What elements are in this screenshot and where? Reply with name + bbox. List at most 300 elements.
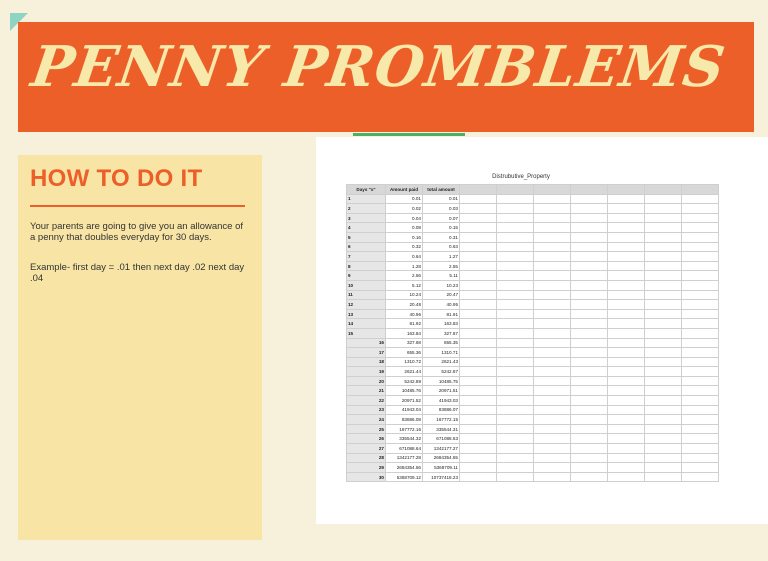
empty-cell <box>645 300 682 310</box>
empty-cell <box>608 434 645 444</box>
empty-cell <box>497 252 534 262</box>
day-cell: 11 <box>347 290 386 300</box>
empty-cell <box>682 424 719 434</box>
amount-paid-cell: 1342177.28 <box>386 453 423 463</box>
amount-paid-cell: 0.64 <box>386 252 423 262</box>
amount-paid-cell: 1.28 <box>386 261 423 271</box>
total-amount-cell: 0.63 <box>423 242 460 252</box>
table-row <box>347 386 719 396</box>
empty-cell <box>460 232 497 242</box>
empty-cell <box>608 290 645 300</box>
empty-cell <box>682 348 719 358</box>
empty-cell <box>497 357 534 367</box>
day-cell: 14 <box>347 319 386 329</box>
empty-cell <box>682 213 719 223</box>
table-row <box>347 271 719 281</box>
empty-cell <box>608 405 645 415</box>
table-row <box>347 415 719 425</box>
empty-cell <box>534 434 571 444</box>
day-cell: 20 <box>347 376 386 386</box>
empty-cell <box>682 300 719 310</box>
total-amount-cell: 10485.75 <box>423 376 460 386</box>
empty-cell <box>682 415 719 425</box>
spreadsheet-table <box>346 184 719 482</box>
empty-cell <box>608 348 645 358</box>
empty-cell <box>608 194 645 204</box>
heading-divider <box>30 205 245 207</box>
empty-cell <box>608 338 645 348</box>
empty-cell <box>645 290 682 300</box>
empty-cell <box>571 204 608 214</box>
empty-cell <box>682 463 719 473</box>
empty-cell <box>608 223 645 233</box>
table-row <box>347 396 719 406</box>
empty-cell <box>608 357 645 367</box>
empty-cell <box>460 396 497 406</box>
empty-cell <box>682 280 719 290</box>
empty-cell <box>682 405 719 415</box>
empty-cell <box>460 309 497 319</box>
empty-cell <box>460 213 497 223</box>
empty-cell <box>571 261 608 271</box>
empty-cell <box>534 386 571 396</box>
day-cell: 24 <box>347 415 386 425</box>
empty-cell <box>571 252 608 262</box>
amount-paid-cell: 5368709.12 <box>386 472 423 482</box>
empty-cell <box>534 338 571 348</box>
title-banner <box>18 22 754 132</box>
empty-cell <box>608 204 645 214</box>
total-amount-cell: 81.91 <box>423 309 460 319</box>
table-row <box>347 280 719 290</box>
empty-cell <box>534 396 571 406</box>
empty-cell <box>497 194 534 204</box>
empty-cell <box>460 290 497 300</box>
empty-cell <box>682 434 719 444</box>
empty-cell <box>608 309 645 319</box>
total-amount-cell: 1.27 <box>423 252 460 262</box>
day-cell: 3 <box>347 213 386 223</box>
empty-cell <box>608 280 645 290</box>
empty-cell <box>645 396 682 406</box>
empty-cell <box>645 463 682 473</box>
empty-cell <box>571 280 608 290</box>
empty-cell <box>497 338 534 348</box>
amount-paid-cell: 83886.08 <box>386 415 423 425</box>
empty-cell <box>571 434 608 444</box>
empty-cell <box>497 261 534 271</box>
total-amount-cell: 1342177.27 <box>423 444 460 454</box>
empty-cell <box>571 232 608 242</box>
empty-cell <box>608 232 645 242</box>
empty-cell <box>682 444 719 454</box>
empty-cell <box>571 405 608 415</box>
empty-cell <box>460 271 497 281</box>
amount-paid-cell: 163.84 <box>386 328 423 338</box>
empty-cell <box>608 396 645 406</box>
empty-cell <box>460 367 497 377</box>
empty-cell <box>460 434 497 444</box>
empty-cell <box>608 213 645 223</box>
empty-cell <box>645 453 682 463</box>
spreadsheet-image <box>316 137 768 524</box>
empty-cell <box>645 261 682 271</box>
empty-cell <box>534 232 571 242</box>
empty-cell <box>571 290 608 300</box>
table-row <box>347 232 719 242</box>
empty-cell <box>460 357 497 367</box>
empty-cell <box>608 242 645 252</box>
example-text: Example- first day = .01 then next day .02 next day .04 <box>30 262 245 284</box>
panel-heading: HOW TO DO IT <box>30 165 203 192</box>
empty-cell <box>571 194 608 204</box>
empty-cell <box>645 472 682 482</box>
empty-cell <box>608 252 645 262</box>
day-cell: 1 <box>347 194 386 204</box>
empty-cell <box>534 444 571 454</box>
empty-cell <box>534 319 571 329</box>
empty-cell <box>645 242 682 252</box>
total-amount-cell: 10737418.23 <box>423 472 460 482</box>
empty-cell <box>460 424 497 434</box>
total-amount-cell: 2621.43 <box>423 357 460 367</box>
total-amount-cell: 163.83 <box>423 319 460 329</box>
amount-paid-cell: 0.16 <box>386 232 423 242</box>
header-row <box>347 185 719 195</box>
total-amount-cell: 0.07 <box>423 213 460 223</box>
table-row <box>347 213 719 223</box>
empty-cell <box>497 348 534 358</box>
empty-cell <box>571 223 608 233</box>
day-cell: 4 <box>347 223 386 233</box>
empty-cell <box>497 434 534 444</box>
day-cell: 2 <box>347 204 386 214</box>
total-amount-cell: 10.23 <box>423 280 460 290</box>
empty-cell <box>571 463 608 473</box>
instructions-panel <box>18 155 262 540</box>
sheet-tab-indicator <box>353 133 465 136</box>
sheet-title: Distrubutive_Property <box>492 174 550 180</box>
table-row <box>347 405 719 415</box>
empty-cell <box>645 367 682 377</box>
amount-paid-cell: 335544.32 <box>386 434 423 444</box>
empty-cell <box>571 444 608 454</box>
empty-cell <box>608 271 645 281</box>
empty-cell <box>608 444 645 454</box>
table-row <box>347 424 719 434</box>
amount-paid-cell: 0.08 <box>386 223 423 233</box>
empty-cell <box>608 424 645 434</box>
empty-cell <box>645 223 682 233</box>
empty-cell <box>645 232 682 242</box>
empty-cell <box>460 405 497 415</box>
total-amount-cell: 655.35 <box>423 338 460 348</box>
total-amount-cell: 41943.03 <box>423 396 460 406</box>
page-title: PENNY PROMBLEMS <box>27 34 730 100</box>
empty-cell <box>497 453 534 463</box>
empty-cell <box>682 357 719 367</box>
empty-cell <box>645 357 682 367</box>
amount-paid-cell: 167772.16 <box>386 424 423 434</box>
day-cell: 29 <box>347 463 386 473</box>
empty-cell <box>682 271 719 281</box>
table-row <box>347 261 719 271</box>
empty-cell <box>682 290 719 300</box>
empty-cell <box>497 309 534 319</box>
empty-cell <box>571 396 608 406</box>
day-cell: 10 <box>347 280 386 290</box>
empty-cell <box>645 338 682 348</box>
empty-cell <box>460 194 497 204</box>
empty-cell <box>460 328 497 338</box>
table-row <box>347 309 719 319</box>
empty-cell <box>608 472 645 482</box>
total-amount-cell: 5368709.11 <box>423 463 460 473</box>
table-row <box>347 348 719 358</box>
empty-cell <box>682 472 719 482</box>
empty-cell <box>497 367 534 377</box>
total-amount-cell: 0.15 <box>423 223 460 233</box>
empty-cell <box>534 300 571 310</box>
day-cell: 30 <box>347 472 386 482</box>
table-row <box>347 376 719 386</box>
empty-cell <box>497 386 534 396</box>
empty-cell <box>534 252 571 262</box>
empty-cell <box>645 386 682 396</box>
total-amount-cell: 20.47 <box>423 290 460 300</box>
empty-cell <box>460 444 497 454</box>
empty-cell <box>497 242 534 252</box>
total-amount-cell: 2684354.55 <box>423 453 460 463</box>
day-cell: 17 <box>347 348 386 358</box>
day-cell: 12 <box>347 300 386 310</box>
empty-cell <box>571 271 608 281</box>
empty-cell <box>497 290 534 300</box>
header-total-amount: total amount <box>423 185 460 195</box>
amount-paid-cell: 2.56 <box>386 271 423 281</box>
empty-cell <box>534 357 571 367</box>
empty-cell <box>645 280 682 290</box>
empty-cell <box>571 472 608 482</box>
empty-cell <box>497 319 534 329</box>
day-cell: 13 <box>347 309 386 319</box>
empty-cell <box>608 463 645 473</box>
empty-cell <box>534 290 571 300</box>
empty-cell <box>534 213 571 223</box>
amount-paid-cell: 5242.88 <box>386 376 423 386</box>
empty-cell <box>571 338 608 348</box>
empty-cell <box>571 242 608 252</box>
empty-cell <box>497 405 534 415</box>
table-row <box>347 290 719 300</box>
empty-cell <box>534 280 571 290</box>
empty-cell <box>571 319 608 329</box>
day-cell: 26 <box>347 434 386 444</box>
empty-cell <box>497 213 534 223</box>
empty-cell <box>497 223 534 233</box>
day-cell: 21 <box>347 386 386 396</box>
amount-paid-cell: 655.36 <box>386 348 423 358</box>
total-amount-cell: 671088.63 <box>423 434 460 444</box>
empty-cell <box>682 309 719 319</box>
empty-cell <box>571 453 608 463</box>
empty-cell <box>645 444 682 454</box>
total-amount-cell: 167772.15 <box>423 415 460 425</box>
table-row <box>347 204 719 214</box>
table-row <box>347 453 719 463</box>
empty-cell <box>460 261 497 271</box>
empty-cell <box>571 300 608 310</box>
empty-cell <box>645 415 682 425</box>
empty-cell <box>460 338 497 348</box>
empty-cell <box>571 415 608 425</box>
empty-cell <box>460 386 497 396</box>
amount-paid-cell: 2684354.56 <box>386 463 423 473</box>
empty-cell <box>645 405 682 415</box>
empty-cell <box>534 405 571 415</box>
empty-cell <box>534 348 571 358</box>
empty-cell <box>608 453 645 463</box>
table-body <box>347 194 719 482</box>
empty-cell <box>534 472 571 482</box>
day-cell: 25 <box>347 424 386 434</box>
empty-cell <box>682 194 719 204</box>
empty-cell <box>534 367 571 377</box>
empty-cell <box>645 194 682 204</box>
empty-cell <box>497 232 534 242</box>
empty-cell <box>534 376 571 386</box>
empty-cell <box>682 386 719 396</box>
empty-cell <box>460 204 497 214</box>
empty-cell <box>645 213 682 223</box>
day-cell: 5 <box>347 232 386 242</box>
table-row <box>347 434 719 444</box>
empty-cell <box>460 242 497 252</box>
table-row <box>347 242 719 252</box>
header-days: Days "x" <box>347 185 386 195</box>
empty-cell <box>645 376 682 386</box>
amount-paid-cell: 40.96 <box>386 309 423 319</box>
table-row <box>347 444 719 454</box>
empty-cell <box>645 424 682 434</box>
empty-cell <box>571 376 608 386</box>
empty-cell <box>460 348 497 358</box>
empty-cell <box>534 204 571 214</box>
empty-cell <box>497 463 534 473</box>
amount-paid-cell: 20.48 <box>386 300 423 310</box>
total-amount-cell: 20971.51 <box>423 386 460 396</box>
day-cell: 18 <box>347 357 386 367</box>
empty-cell <box>645 271 682 281</box>
amount-paid-cell: 671088.64 <box>386 444 423 454</box>
day-cell: 27 <box>347 444 386 454</box>
table-row <box>347 300 719 310</box>
empty-cell <box>608 319 645 329</box>
empty-cell <box>682 328 719 338</box>
empty-cell <box>534 261 571 271</box>
empty-cell <box>645 309 682 319</box>
empty-cell <box>608 300 645 310</box>
day-cell: 6 <box>347 242 386 252</box>
table-row <box>347 463 719 473</box>
empty-cell <box>497 415 534 425</box>
empty-cell <box>682 261 719 271</box>
empty-cell <box>608 376 645 386</box>
day-cell: 28 <box>347 453 386 463</box>
empty-cell <box>534 223 571 233</box>
empty-cell <box>497 271 534 281</box>
empty-cell <box>571 357 608 367</box>
total-amount-cell: 0.01 <box>423 194 460 204</box>
empty-cell <box>460 463 497 473</box>
amount-paid-cell: 1310.72 <box>386 357 423 367</box>
empty-cell <box>460 300 497 310</box>
amount-paid-cell: 0.04 <box>386 213 423 223</box>
empty-cell <box>534 415 571 425</box>
day-cell: 22 <box>347 396 386 406</box>
empty-cell <box>534 453 571 463</box>
total-amount-cell: 1310.71 <box>423 348 460 358</box>
amount-paid-cell: 20971.52 <box>386 396 423 406</box>
table-row <box>347 194 719 204</box>
empty-cell <box>534 309 571 319</box>
table-row <box>347 319 719 329</box>
empty-cell <box>497 280 534 290</box>
amount-paid-cell: 0.01 <box>386 194 423 204</box>
empty-cell <box>571 424 608 434</box>
amount-paid-cell: 2621.44 <box>386 367 423 377</box>
empty-cell <box>682 252 719 262</box>
table-row <box>347 357 719 367</box>
empty-cell <box>682 232 719 242</box>
empty-cell <box>682 376 719 386</box>
total-amount-cell: 0.03 <box>423 204 460 214</box>
empty-cell <box>608 386 645 396</box>
empty-cell <box>534 271 571 281</box>
empty-cell <box>608 367 645 377</box>
empty-cell <box>460 223 497 233</box>
empty-cell <box>534 194 571 204</box>
empty-cell <box>682 204 719 214</box>
amount-paid-cell: 81.92 <box>386 319 423 329</box>
table-row <box>347 328 719 338</box>
total-amount-cell: 2.55 <box>423 261 460 271</box>
empty-cell <box>645 348 682 358</box>
empty-cell <box>497 396 534 406</box>
day-cell: 8 <box>347 261 386 271</box>
table-row <box>347 223 719 233</box>
empty-cell <box>460 415 497 425</box>
table-row <box>347 338 719 348</box>
empty-cell <box>645 252 682 262</box>
empty-cell <box>460 453 497 463</box>
instructions-text: Your parents are going to give you an allowance of a penny that doubles everyday for 30 days. <box>30 221 244 243</box>
empty-cell <box>497 472 534 482</box>
empty-cell <box>571 367 608 377</box>
total-amount-cell: 5242.87 <box>423 367 460 377</box>
empty-cell <box>682 242 719 252</box>
table-row <box>347 367 719 377</box>
empty-cell <box>682 367 719 377</box>
amount-paid-cell: 10485.76 <box>386 386 423 396</box>
empty-cell <box>645 328 682 338</box>
amount-paid-cell: 41943.04 <box>386 405 423 415</box>
empty-cell <box>497 444 534 454</box>
empty-cell <box>534 242 571 252</box>
header-amount-paid: Amount paid <box>386 185 423 195</box>
day-cell: 7 <box>347 252 386 262</box>
empty-cell <box>571 328 608 338</box>
